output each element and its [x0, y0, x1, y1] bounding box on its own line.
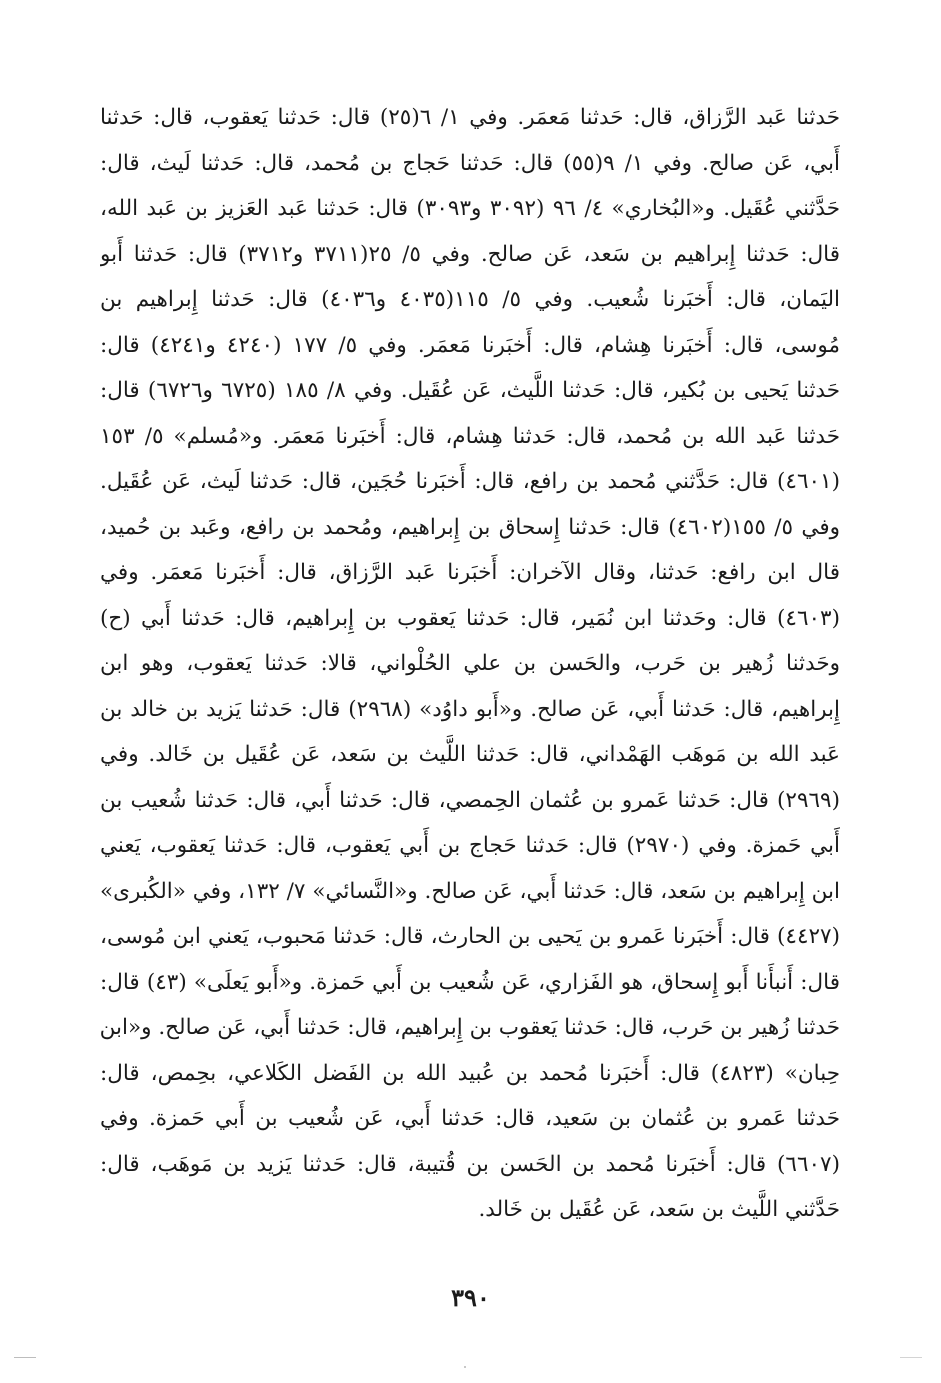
- text-line: حَدَّثني اللَّيث بن سَعد، عَن عُقَيل بن خَالد.: [478, 1197, 840, 1222]
- text-line: أَبي حَمزة. وفي (٢٩٧٠) قال: حَدثنا حَجاج بن أَبي يَعقوب، قال: حَدثنا يَعقوب، يَعني: [100, 833, 840, 858]
- scan-dust-mark: [464, 1366, 466, 1368]
- text-line: اليَمان، قال: أَخبَرنا شُعيب. وفي ٥/ ١١٥(٤٠٣٥ و٤٠٣٦) قال: حَدثنا إِبراهيم بن: [100, 287, 840, 312]
- scan-edge-mark: [14, 1357, 36, 1358]
- text-line: إِبراهيم، قال: حَدثنا أَبي، عَن صالح. و«أَبو داوُد» (٢٩٦٨) قال: حَدثنا يَزيد بن خالد بن: [100, 696, 840, 722]
- text-line: حِبان» (٤٨٢٣) قال: أَخبَرنا مُحمد بن عُبيد الله بن الفَضل الكَلاعي، بحِمص، قال:: [100, 1060, 840, 1086]
- text-line: (٤٦٠٣) قال: وحَدثنا ابن نُمَير، قال: حَدثنا يَعقوب بن إِبراهيم، قال: حَدثنا أَبي (ح): [100, 605, 840, 631]
- text-line: حَدثنا عَمرو بن عُثمان بن سَعيد، قال: حَدثنا أَبي، عَن شُعيب بن أَبي حَمزة. وفي: [100, 1106, 840, 1131]
- text-line: مُوسى، قال: أَخبَرنا هِشام، قال: أَخبَرنا مَعمَر. وفي ٥/ ١٧٧ (٤٢٤٠ و٤٢٤١) قال:: [100, 332, 840, 358]
- text-line: قال ابن رافع: حَدثنا، وقال الآخران: أَخبَرنا عَبد الرَّزاق، قال: أَخبَرنا مَعمَر. وفي: [100, 560, 840, 585]
- text-line: قال: حَدثنا إِبراهيم بن سَعد، عَن صالح. وفي ٥/ ٢٥(٣٧١١ و٣٧١٢) قال: حَدثنا أَبو: [100, 241, 840, 267]
- text-line: وفي ٥/ ١٥٥(٤٦٠٢) قال: حَدثنا إِسحاق بن إِبراهيم، ومُحمد بن رافع، وعَبد بن حُميد،: [100, 514, 840, 540]
- text-line: (٦٦٠٧) قال: أَخبَرنا مُحمد بن الحَسن بن قُتيبة، قال: حَدثنا يَزيد بن مَوهَب، قال:: [100, 1151, 840, 1177]
- text-line: قال: أَنبأَنا أَبو إِسحاق، هو الفَزاري، عَن شُعيب بن أَبي حَمزة. و«أَبو يَعلَى» (٤٣) قال:: [100, 969, 840, 995]
- text-line: عَبد الله بن مَوهَب الهَمْداني، قال: حَدثنا اللَّيث بن سَعد، عَن عُقَيل بن خَالد. وفي: [100, 742, 840, 767]
- text-line: حَدثنا عَبد الرَّزاق، قال: حَدثنا مَعمَر. وفي ١/ ٦(٢٥) قال: حَدثنا يَعقوب، قال: حَدثنا: [100, 105, 840, 130]
- text-line: حَدَّثني عُقَيل. و«البُخاري» ٤/ ٩٦ (٣٠٩٢ و٣٠٩٣) قال: حَدثنا عَبد العَزيز بن عَبد الله،: [100, 196, 840, 221]
- text-line: حَدثنا زُهير بن حَرب، قال: حَدثنا يَعقوب بن إِبراهيم، قال: حَدثنا أَبي، عَن صالح. و«ابن: [100, 1015, 840, 1040]
- body-text: [100, 95, 840, 1233]
- text-line: (٢٩٦٩) قال: حَدثنا عَمرو بن عُثمان الحِمصي، قال: حَدثنا أَبي، قال: حَدثنا شُعيب بن: [100, 787, 840, 813]
- text-line: حَدثنا عَبد الله بن مُحمد، قال: حَدثنا هِشام، قال: أَخبَرنا مَعمَر. و«مُسلم» ٥/ ١٥٣: [100, 423, 840, 449]
- scan-edge-mark: [900, 1357, 922, 1358]
- text-line: ابن إِبراهيم بن سَعد، قال: حَدثنا أَبي، عَن صالح. و«النَّسائي» ٧/ ١٣٢، وفي «الكُبرى»: [100, 878, 840, 904]
- text-line: حَدثنا يَحيى بن بُكير، قال: حَدثنا اللَّيث، عَن عُقَيل. وفي ٨/ ١٨٥ (٦٧٢٥ و٦٧٢٦) قال:: [100, 378, 840, 403]
- page-number: ٣٩٠: [451, 1283, 490, 1312]
- text-line: (٤٤٢٧) قال: أَخبَرنا عَمرو بن يَحيى بن الحارث، قال: حَدثنا مَحبوب، يَعني ابن مُوسى،: [100, 924, 840, 949]
- text-line: (٤٦٠١) قال: حَدَّثني مُحمد بن رافع، قال: أَخبَرنا حُجَين، قال: حَدثنا لَيث، عَن عُقَيل.: [100, 469, 840, 494]
- text-line: أَبي، عَن صالح. وفي ١/ ٩(٥٥) قال: حَدثنا حَجاج بن مُحمد، قال: حَدثنا لَيث، قال:: [100, 150, 840, 176]
- text-line: وحَدثنا زُهير بن حَرب، والحَسن بن علي الحُلْواني، قالا: حَدثنا يَعقوب، وهو ابن: [100, 651, 840, 676]
